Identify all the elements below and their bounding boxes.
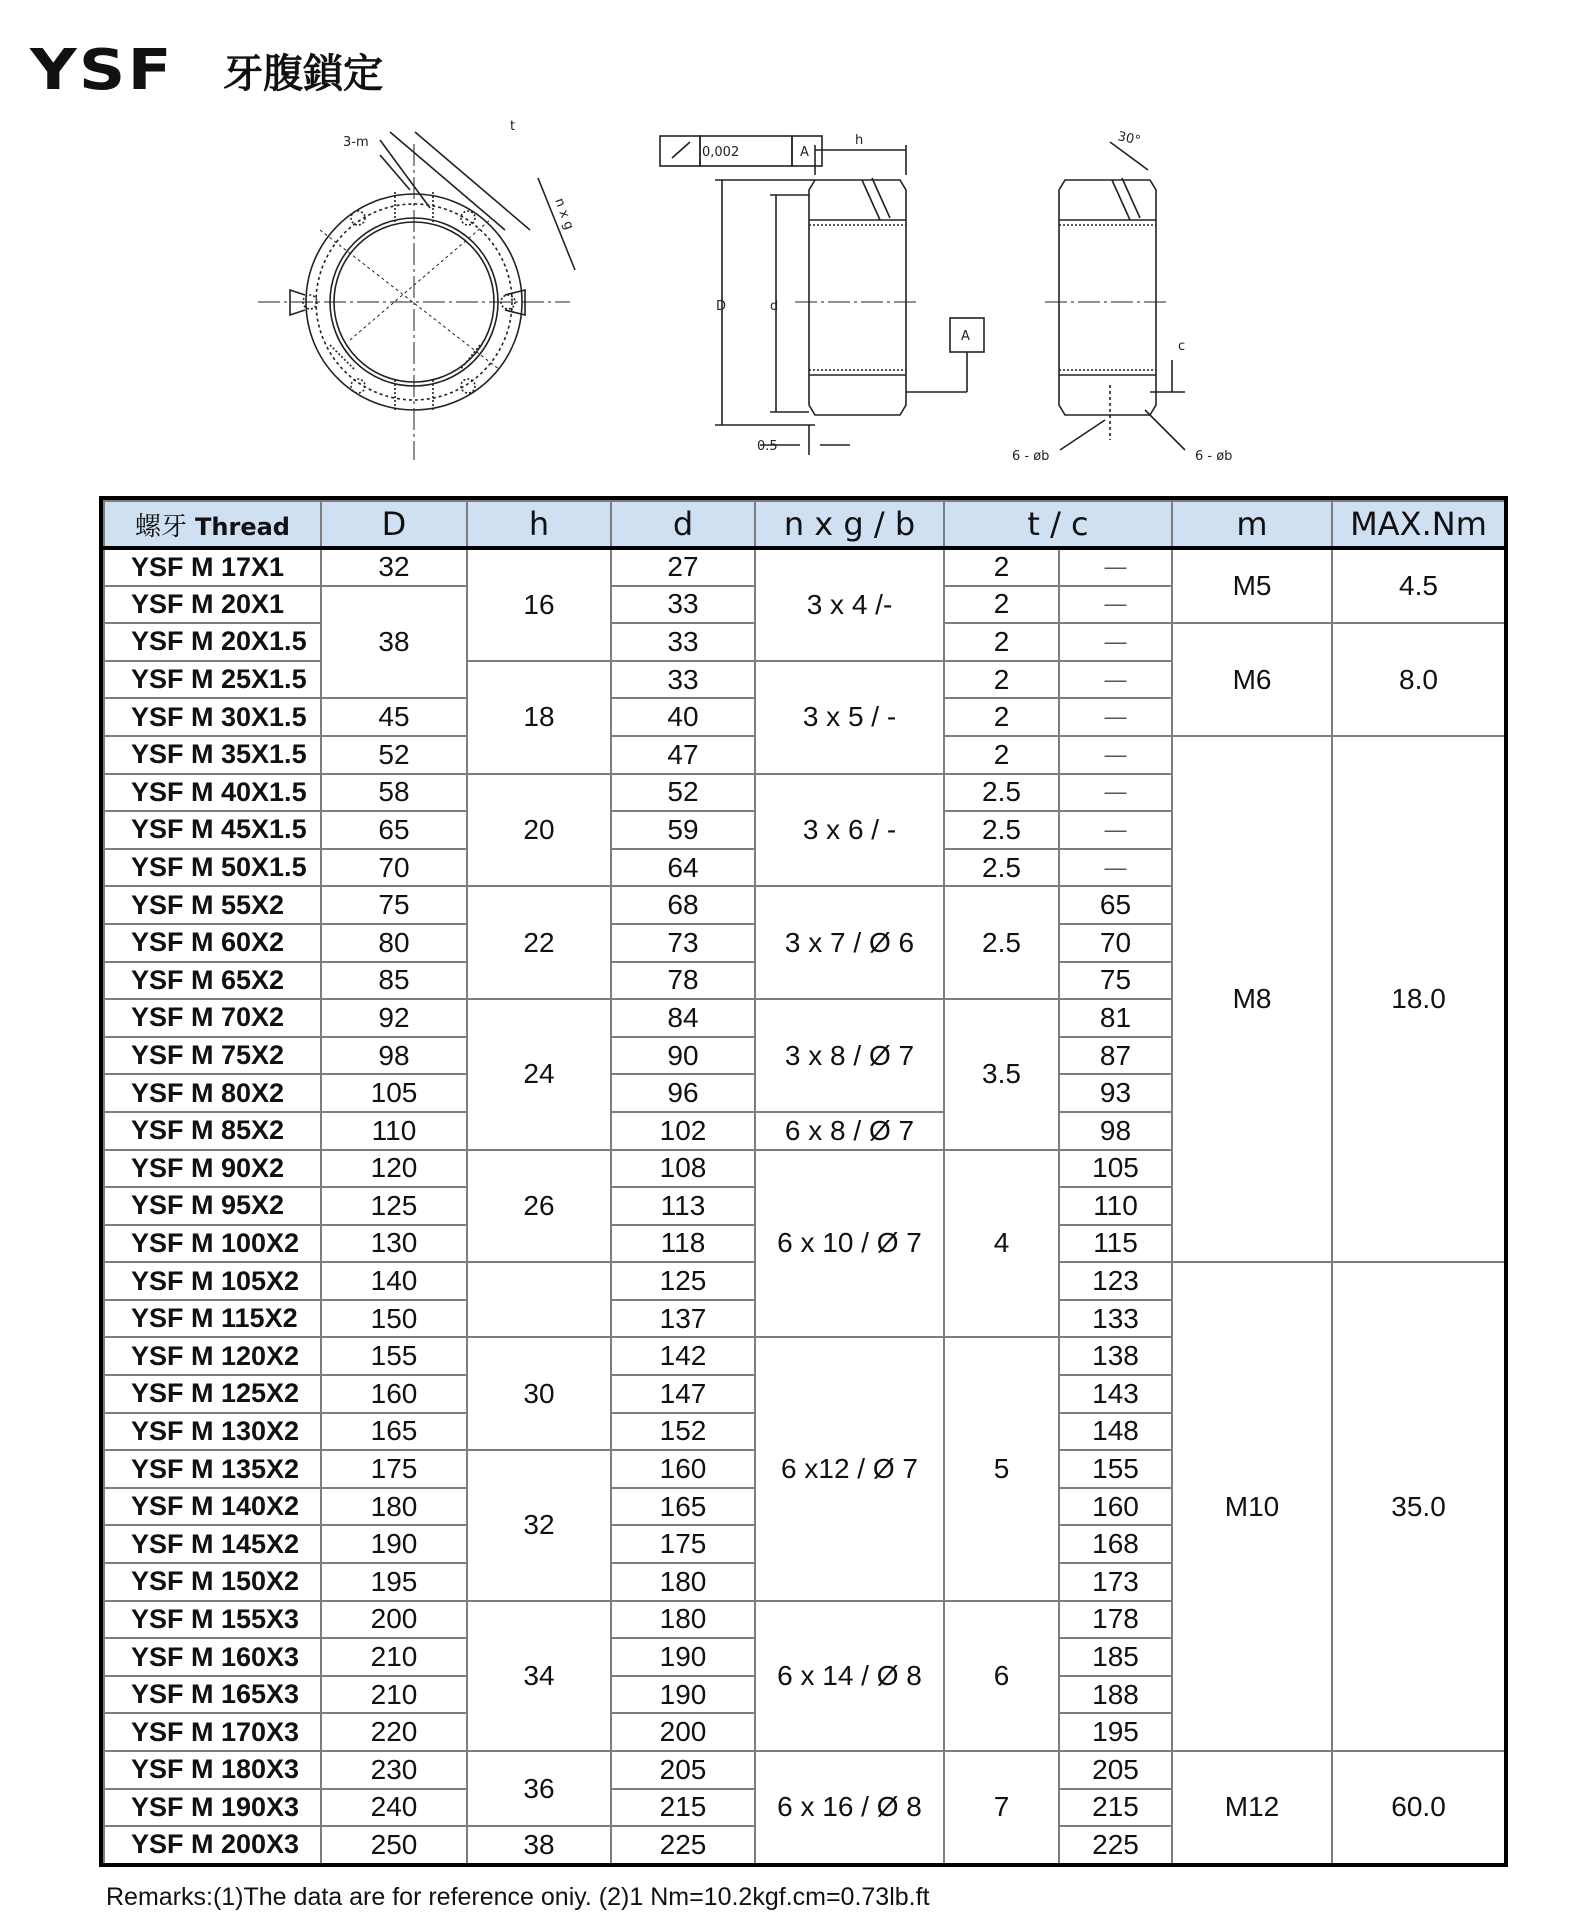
cell-h: 16 bbox=[467, 548, 611, 661]
cell-t: 2.5 bbox=[944, 774, 1059, 812]
cell-model: YSF M 35X1.5 bbox=[104, 736, 321, 774]
cell-max: 18.0 bbox=[1332, 736, 1505, 1262]
cell-D: 52 bbox=[321, 736, 467, 774]
cell-h: 18 bbox=[467, 661, 611, 774]
cell-D: 32 bbox=[321, 548, 467, 586]
col-header-thread: 螺牙 Thread bbox=[104, 501, 321, 548]
cell-model: YSF M 20X1.5 bbox=[104, 623, 321, 661]
cell-ngb: 3 x 4 /- bbox=[755, 548, 944, 661]
cell-t: 3.5 bbox=[944, 999, 1059, 1149]
cell-D: 165 bbox=[321, 1413, 467, 1451]
cell-ngb: 6 x 8 / Ø 7 bbox=[755, 1112, 944, 1150]
cell-c: — bbox=[1059, 548, 1172, 586]
cell-d: 78 bbox=[611, 962, 755, 1000]
col-header-tc: t / c bbox=[944, 501, 1172, 548]
label-d: d bbox=[770, 299, 779, 314]
cell-c: 173 bbox=[1059, 1563, 1172, 1601]
section-view-drawing bbox=[1045, 142, 1185, 450]
cell-m: M5 bbox=[1172, 548, 1332, 623]
cell-D: 210 bbox=[321, 1676, 467, 1714]
cell-t: 2 bbox=[944, 586, 1059, 624]
cell-h bbox=[467, 1262, 611, 1337]
cell-t: 2.5 bbox=[944, 811, 1059, 849]
cell-c: 105 bbox=[1059, 1150, 1172, 1188]
cell-D: 80 bbox=[321, 924, 467, 962]
cell-D: 105 bbox=[321, 1074, 467, 1112]
cell-c: 123 bbox=[1059, 1262, 1172, 1300]
cell-D: 195 bbox=[321, 1563, 467, 1601]
cell-ngb: 3 x 8 / Ø 7 bbox=[755, 999, 944, 1112]
table-row bbox=[104, 1751, 1505, 1789]
cell-c: 178 bbox=[1059, 1601, 1172, 1639]
cell-c: 215 bbox=[1059, 1789, 1172, 1827]
cell-model: YSF M 145X2 bbox=[104, 1525, 321, 1563]
cell-h: 34 bbox=[467, 1601, 611, 1751]
cell-d: 180 bbox=[611, 1563, 755, 1601]
cell-model: YSF M 165X3 bbox=[104, 1676, 321, 1714]
cell-c: — bbox=[1059, 736, 1172, 774]
cell-D: 155 bbox=[321, 1337, 467, 1375]
cell-model: YSF M 45X1.5 bbox=[104, 811, 321, 849]
label-c: c bbox=[1178, 339, 1186, 354]
cell-d: 160 bbox=[611, 1450, 755, 1488]
cell-d: 59 bbox=[611, 811, 755, 849]
cell-d: 165 bbox=[611, 1488, 755, 1526]
cell-d: 84 bbox=[611, 999, 755, 1037]
cell-t: 2.5 bbox=[944, 886, 1059, 999]
cell-c: — bbox=[1059, 586, 1172, 624]
cell-max: 8.0 bbox=[1332, 623, 1505, 736]
cell-d: 142 bbox=[611, 1337, 755, 1375]
cell-d: 215 bbox=[611, 1789, 755, 1827]
cell-d: 27 bbox=[611, 548, 755, 586]
cell-D: 58 bbox=[321, 774, 467, 812]
cell-D: 38 bbox=[321, 586, 467, 699]
cell-c: — bbox=[1059, 661, 1172, 699]
tolerance-value: 0,002 bbox=[702, 145, 740, 160]
cell-d: 108 bbox=[611, 1150, 755, 1188]
cell-model: YSF M 95X2 bbox=[104, 1187, 321, 1225]
technical-drawings bbox=[0, 120, 1581, 480]
cell-model: YSF M 30X1.5 bbox=[104, 698, 321, 736]
cell-model: YSF M 100X2 bbox=[104, 1225, 321, 1263]
cell-h: 22 bbox=[467, 886, 611, 999]
cell-c: 148 bbox=[1059, 1413, 1172, 1451]
cell-d: 205 bbox=[611, 1751, 755, 1789]
cell-ngb: 6 x 10 / Ø 7 bbox=[755, 1150, 944, 1338]
cell-d: 102 bbox=[611, 1112, 755, 1150]
cell-model: YSF M 190X3 bbox=[104, 1789, 321, 1827]
cell-c: 138 bbox=[1059, 1337, 1172, 1375]
cell-c: 75 bbox=[1059, 962, 1172, 1000]
cell-d: 33 bbox=[611, 586, 755, 624]
col-header-m: m bbox=[1172, 501, 1332, 548]
brand-logo: YSF bbox=[30, 37, 174, 103]
cell-model: YSF M 75X2 bbox=[104, 1037, 321, 1075]
cell-c: — bbox=[1059, 698, 1172, 736]
cell-d: 152 bbox=[611, 1413, 755, 1451]
remarks-note: Remarks:(1)The data are for reference oniy. (2)1 Nm=10.2kgf.cm=0.73lb.ft bbox=[106, 1883, 930, 1911]
page-header bbox=[30, 37, 384, 103]
cell-D: 150 bbox=[321, 1300, 467, 1338]
cell-max: 35.0 bbox=[1332, 1262, 1505, 1751]
cell-ngb: 3 x 6 / - bbox=[755, 774, 944, 887]
cell-d: 225 bbox=[611, 1826, 755, 1864]
cell-model: YSF M 90X2 bbox=[104, 1150, 321, 1188]
cell-model: YSF M 150X2 bbox=[104, 1563, 321, 1601]
label-angle: 30° bbox=[1116, 129, 1142, 149]
label-h: h bbox=[855, 133, 864, 148]
cell-D: 45 bbox=[321, 698, 467, 736]
cell-t: 2 bbox=[944, 623, 1059, 661]
table-header-row bbox=[104, 501, 1505, 548]
cell-c: 87 bbox=[1059, 1037, 1172, 1075]
cell-D: 240 bbox=[321, 1789, 467, 1827]
cell-d: 96 bbox=[611, 1074, 755, 1112]
cell-D: 160 bbox=[321, 1375, 467, 1413]
label-ob-left: 6 - øb bbox=[1012, 449, 1050, 464]
label-3m: 3-m bbox=[343, 135, 369, 150]
datum-label: A bbox=[800, 145, 809, 160]
cell-t: 5 bbox=[944, 1337, 1059, 1600]
cell-model: YSF M 105X2 bbox=[104, 1262, 321, 1300]
cell-d: 33 bbox=[611, 623, 755, 661]
cell-model: YSF M 170X3 bbox=[104, 1713, 321, 1751]
cell-h: 30 bbox=[467, 1337, 611, 1450]
cell-ngb: 3 x 7 / Ø 6 bbox=[755, 886, 944, 999]
side-view-drawing bbox=[660, 136, 984, 455]
cell-model: YSF M 125X2 bbox=[104, 1375, 321, 1413]
cell-t: 2.5 bbox=[944, 849, 1059, 887]
cell-d: 52 bbox=[611, 774, 755, 812]
cell-h: 24 bbox=[467, 999, 611, 1149]
cell-d: 90 bbox=[611, 1037, 755, 1075]
cell-model: YSF M 25X1.5 bbox=[104, 661, 321, 699]
cell-D: 175 bbox=[321, 1450, 467, 1488]
cell-model: YSF M 120X2 bbox=[104, 1337, 321, 1375]
cell-model: YSF M 85X2 bbox=[104, 1112, 321, 1150]
label-D: D bbox=[716, 299, 727, 314]
cell-model: YSF M 17X1 bbox=[104, 548, 321, 586]
cell-c: 225 bbox=[1059, 1826, 1172, 1864]
cell-m: M8 bbox=[1172, 736, 1332, 1262]
spec-table bbox=[103, 500, 1506, 1865]
cell-c: 70 bbox=[1059, 924, 1172, 962]
cell-model: YSF M 155X3 bbox=[104, 1601, 321, 1639]
cell-model: YSF M 60X2 bbox=[104, 924, 321, 962]
cell-c: 205 bbox=[1059, 1751, 1172, 1789]
cell-model: YSF M 20X1 bbox=[104, 586, 321, 624]
cell-d: 137 bbox=[611, 1300, 755, 1338]
label-offset: 0.5 bbox=[757, 439, 778, 454]
cell-c: 98 bbox=[1059, 1112, 1172, 1150]
cell-t: 7 bbox=[944, 1751, 1059, 1864]
cell-D: 130 bbox=[321, 1225, 467, 1263]
cell-ngb: 3 x 5 / - bbox=[755, 661, 944, 774]
cell-c: — bbox=[1059, 811, 1172, 849]
cell-D: 200 bbox=[321, 1601, 467, 1639]
cell-D: 230 bbox=[321, 1751, 467, 1789]
table-row bbox=[104, 548, 1505, 586]
cell-model: YSF M 130X2 bbox=[104, 1413, 321, 1451]
cell-D: 110 bbox=[321, 1112, 467, 1150]
cell-D: 65 bbox=[321, 811, 467, 849]
cell-t: 6 bbox=[944, 1601, 1059, 1751]
cell-ngb: 6 x12 / Ø 7 bbox=[755, 1337, 944, 1600]
cell-c: — bbox=[1059, 774, 1172, 812]
spec-table-frame bbox=[99, 496, 1508, 1867]
cell-max: 4.5 bbox=[1332, 548, 1505, 623]
cell-d: 190 bbox=[611, 1676, 755, 1714]
cell-model: YSF M 160X3 bbox=[104, 1638, 321, 1676]
cell-d: 190 bbox=[611, 1638, 755, 1676]
cell-D: 250 bbox=[321, 1826, 467, 1864]
cell-c: — bbox=[1059, 623, 1172, 661]
cell-c: 168 bbox=[1059, 1525, 1172, 1563]
cell-D: 140 bbox=[321, 1262, 467, 1300]
cell-c: 93 bbox=[1059, 1074, 1172, 1112]
cell-d: 68 bbox=[611, 886, 755, 924]
cell-h: 38 bbox=[467, 1826, 611, 1864]
cell-c: 133 bbox=[1059, 1300, 1172, 1338]
cell-model: YSF M 40X1.5 bbox=[104, 774, 321, 812]
cell-t: 4 bbox=[944, 1150, 1059, 1338]
datum-box-label: A bbox=[961, 329, 970, 344]
cell-t: 2 bbox=[944, 661, 1059, 699]
cell-model: YSF M 180X3 bbox=[104, 1751, 321, 1789]
col-header-h: h bbox=[467, 501, 611, 548]
cell-D: 210 bbox=[321, 1638, 467, 1676]
cell-ngb: 6 x 16 / Ø 8 bbox=[755, 1751, 944, 1864]
cell-h: 26 bbox=[467, 1150, 611, 1263]
cell-d: 200 bbox=[611, 1713, 755, 1751]
cell-d: 147 bbox=[611, 1375, 755, 1413]
cell-h: 32 bbox=[467, 1450, 611, 1600]
cell-c: — bbox=[1059, 849, 1172, 887]
col-header-D: D bbox=[321, 501, 467, 548]
cell-d: 47 bbox=[611, 736, 755, 774]
cell-D: 70 bbox=[321, 849, 467, 887]
cell-d: 113 bbox=[611, 1187, 755, 1225]
cell-t: 2 bbox=[944, 698, 1059, 736]
cell-c: 195 bbox=[1059, 1713, 1172, 1751]
cell-ngb: 6 x 14 / Ø 8 bbox=[755, 1601, 944, 1751]
cell-d: 64 bbox=[611, 849, 755, 887]
cell-d: 175 bbox=[611, 1525, 755, 1563]
cell-d: 73 bbox=[611, 924, 755, 962]
cell-D: 125 bbox=[321, 1187, 467, 1225]
cell-max: 60.0 bbox=[1332, 1751, 1505, 1864]
cell-h: 36 bbox=[467, 1751, 611, 1826]
cell-model: YSF M 80X2 bbox=[104, 1074, 321, 1112]
col-header-ngb: n x g / b bbox=[755, 501, 944, 548]
cell-c: 185 bbox=[1059, 1638, 1172, 1676]
cell-D: 220 bbox=[321, 1713, 467, 1751]
cell-model: YSF M 50X1.5 bbox=[104, 849, 321, 887]
cell-c: 188 bbox=[1059, 1676, 1172, 1714]
cell-h: 20 bbox=[467, 774, 611, 887]
cell-m: M12 bbox=[1172, 1751, 1332, 1864]
cell-m: M6 bbox=[1172, 623, 1332, 736]
label-nxg: n x g bbox=[551, 196, 577, 232]
cell-d: 125 bbox=[611, 1262, 755, 1300]
cell-c: 143 bbox=[1059, 1375, 1172, 1413]
label-ob-right: 6 - øb bbox=[1195, 449, 1233, 464]
cell-D: 75 bbox=[321, 886, 467, 924]
cell-c: 81 bbox=[1059, 999, 1172, 1037]
cell-m: M10 bbox=[1172, 1262, 1332, 1751]
cell-model: YSF M 65X2 bbox=[104, 962, 321, 1000]
cell-c: 110 bbox=[1059, 1187, 1172, 1225]
front-view-drawing bbox=[258, 132, 575, 460]
cell-D: 190 bbox=[321, 1525, 467, 1563]
cell-c: 155 bbox=[1059, 1450, 1172, 1488]
cell-d: 180 bbox=[611, 1601, 755, 1639]
cell-model: YSF M 115X2 bbox=[104, 1300, 321, 1338]
cell-D: 180 bbox=[321, 1488, 467, 1526]
cell-d: 118 bbox=[611, 1225, 755, 1263]
cell-model: YSF M 140X2 bbox=[104, 1488, 321, 1526]
col-header-max: MAX.Nm bbox=[1332, 501, 1505, 548]
cell-t: 2 bbox=[944, 548, 1059, 586]
cell-c: 115 bbox=[1059, 1225, 1172, 1263]
cell-model: YSF M 200X3 bbox=[104, 1826, 321, 1864]
col-header-d: d bbox=[611, 501, 755, 548]
cell-c: 160 bbox=[1059, 1488, 1172, 1526]
cell-t: 2 bbox=[944, 736, 1059, 774]
cell-D: 120 bbox=[321, 1150, 467, 1188]
cell-D: 85 bbox=[321, 962, 467, 1000]
cell-d: 33 bbox=[611, 661, 755, 699]
page-title: 牙腹鎖定 bbox=[223, 50, 384, 97]
cell-c: 65 bbox=[1059, 886, 1172, 924]
cell-D: 98 bbox=[321, 1037, 467, 1075]
cell-model: YSF M 70X2 bbox=[104, 999, 321, 1037]
cell-D: 92 bbox=[321, 999, 467, 1037]
label-t: t bbox=[510, 120, 516, 134]
cell-model: YSF M 135X2 bbox=[104, 1450, 321, 1488]
cell-model: YSF M 55X2 bbox=[104, 886, 321, 924]
cell-d: 40 bbox=[611, 698, 755, 736]
